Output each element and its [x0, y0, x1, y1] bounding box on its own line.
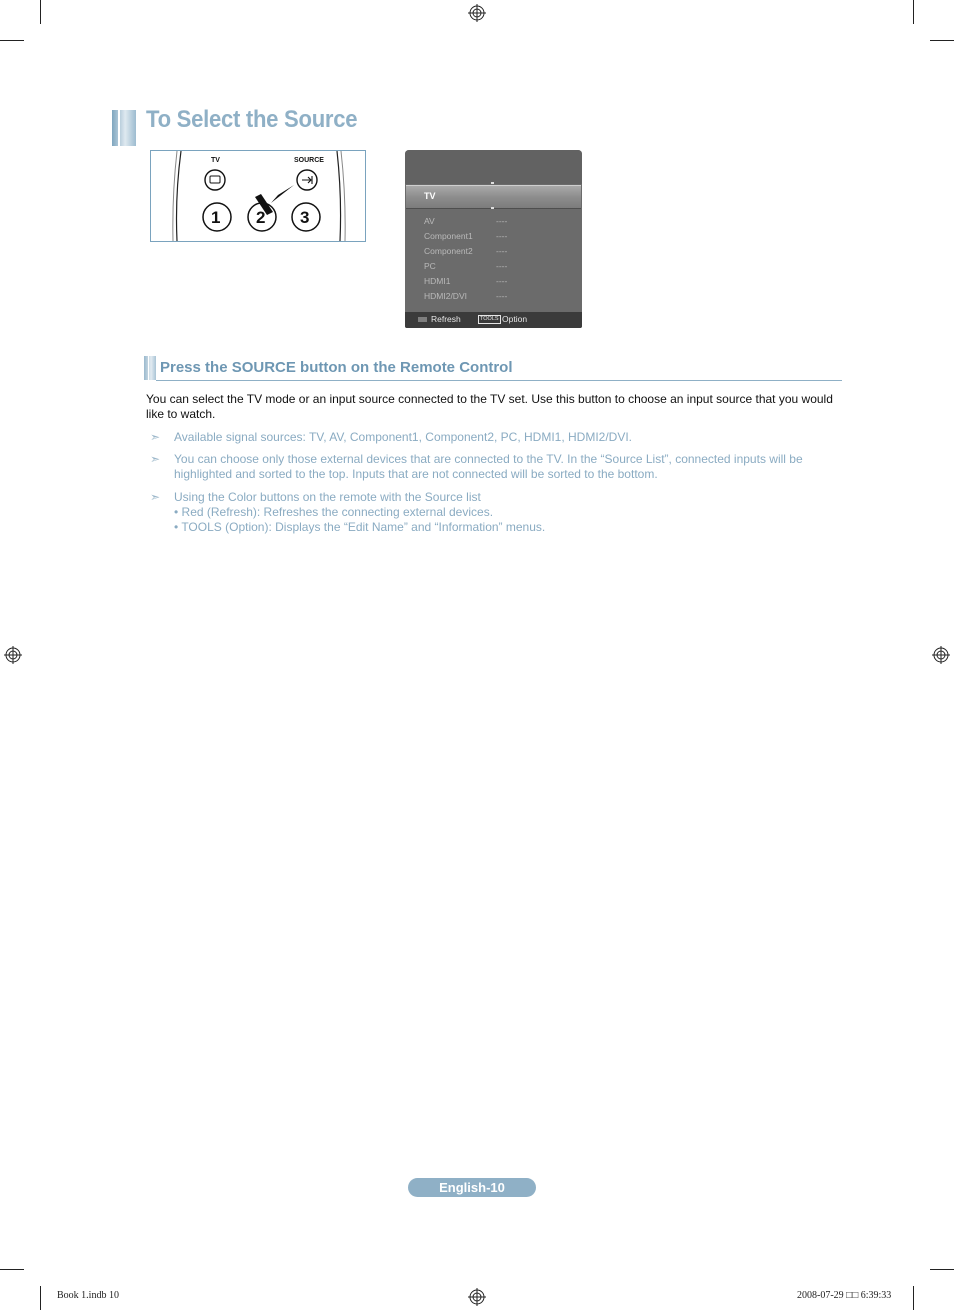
- osd-list-item[interactable]: HDMI1 ----: [424, 276, 508, 286]
- osd-list-item[interactable]: Component2 ----: [424, 246, 508, 256]
- note-arrow-icon: ➣: [150, 430, 161, 444]
- note-arrow-icon: ➣: [150, 490, 161, 504]
- crop-mark: [913, 0, 914, 24]
- crop-mark: [40, 1286, 41, 1310]
- section-accent-bar: [144, 356, 156, 380]
- remote-source-label: SOURCE: [294, 157, 324, 164]
- section-divider: [156, 380, 842, 381]
- remote-button-3: 3: [300, 208, 310, 227]
- title-accent-bar: [112, 110, 136, 146]
- tools-button-icon: TOOLS: [480, 316, 499, 322]
- crop-mark: [913, 1286, 914, 1310]
- osd-list-item[interactable]: PC ----: [424, 261, 508, 271]
- page-number: English-10: [408, 1178, 536, 1197]
- crop-mark: [930, 40, 954, 41]
- remote-illustration: [150, 150, 366, 242]
- remote-button-1: 1: [211, 208, 221, 227]
- crop-mark: [40, 0, 41, 24]
- osd-footer: [405, 312, 582, 328]
- source-list-osd: [405, 150, 582, 328]
- osd-refresh-label[interactable]: Refresh: [431, 314, 461, 324]
- crop-mark: [0, 40, 24, 41]
- remote-button-2: 2: [256, 208, 266, 227]
- up-arrow-icon: [491, 182, 494, 184]
- section-body: You can select the TV mode or an input source connected to the TV set. Use this button to choose an input source that you would like to watch.: [146, 392, 833, 421]
- print-slug-left: Book 1.indb 10: [57, 1290, 119, 1301]
- red-button-icon: [418, 317, 427, 322]
- registration-mark-icon: [468, 4, 486, 22]
- osd-list-item[interactable]: HDMI2/DVI ----: [424, 291, 508, 301]
- osd-option-label[interactable]: Option: [502, 314, 528, 324]
- registration-mark-icon: [468, 1288, 486, 1306]
- crop-mark: [0, 1269, 24, 1270]
- down-arrow-icon: [491, 207, 494, 209]
- section-heading: Press the SOURCE button on the Remote Control: [160, 359, 513, 376]
- registration-mark-icon: [932, 646, 950, 664]
- osd-selected-item[interactable]: [406, 185, 581, 209]
- osd-selected-label: TV: [424, 191, 436, 201]
- osd-header: [405, 150, 582, 184]
- crop-mark: [930, 1269, 954, 1270]
- remote-tv-label: TV: [211, 157, 220, 164]
- registration-mark-icon: [4, 646, 22, 664]
- osd-list-item[interactable]: AV ----: [424, 216, 508, 226]
- print-slug-right: 2008-07-29 □□ 6:39:33: [797, 1290, 892, 1301]
- note-arrow-icon: ➣: [150, 452, 161, 466]
- osd-list-item[interactable]: Component1 ----: [424, 231, 508, 241]
- page-title: To Select the Source: [146, 106, 358, 133]
